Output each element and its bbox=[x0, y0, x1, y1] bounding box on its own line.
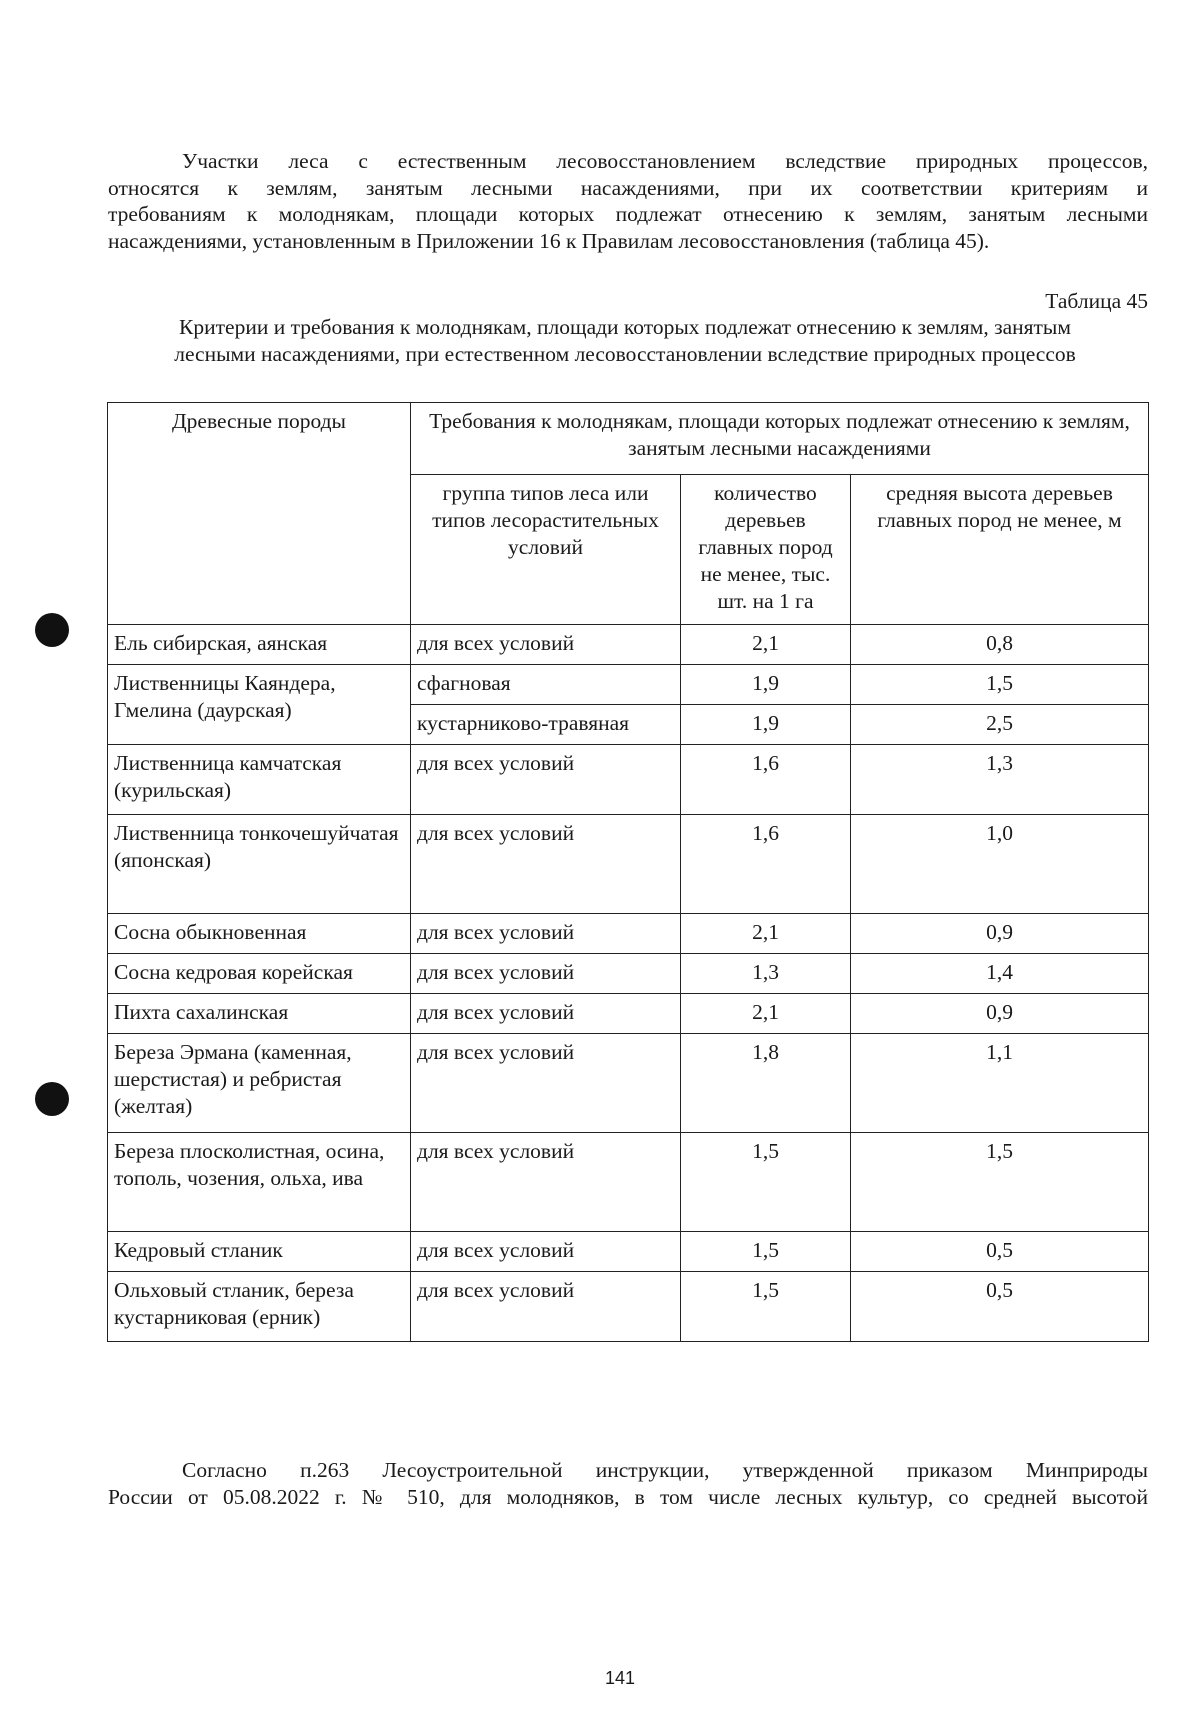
group-cell: для всех условий bbox=[411, 994, 681, 1034]
intro-line: насаждениями, установленным в Приложении 16 к Правилам лесовосстановления (таблица 45). bbox=[108, 228, 990, 253]
species-cell: Сосна обыкновенная bbox=[108, 914, 411, 954]
group-cell: для всех условий bbox=[411, 954, 681, 994]
table-row bbox=[108, 1232, 1149, 1272]
height-cell: 0,5 bbox=[851, 1232, 1149, 1272]
intro-line: требованиям к молоднякам, площади которых подлежат отнесению к землям, занятым лесными bbox=[108, 202, 1148, 226]
group-cell: для всех условий bbox=[411, 1232, 681, 1272]
table-header-row bbox=[108, 403, 1149, 475]
height-cell: 1,3 bbox=[851, 745, 1149, 815]
criteria-table bbox=[107, 402, 1149, 1342]
table-row bbox=[108, 665, 1149, 705]
count-cell: 1,5 bbox=[681, 1133, 851, 1232]
intro-paragraph bbox=[108, 148, 1148, 254]
count-cell: 2,1 bbox=[681, 914, 851, 954]
closing-line: России от 05.08.2022 г. № 510, для молодняков, в том числе лесных культур, со средней высотой bbox=[108, 1484, 1148, 1509]
intro-line: Участки леса с естественным лесовосстановлением вследствие природных процессов, bbox=[182, 149, 1148, 173]
count-cell: 1,9 bbox=[681, 665, 851, 705]
group-cell: для всех условий bbox=[411, 914, 681, 954]
closing-paragraph bbox=[108, 1457, 1148, 1510]
count-cell: 1,6 bbox=[681, 815, 851, 914]
count-cell: 2,1 bbox=[681, 994, 851, 1034]
table-row bbox=[108, 1133, 1149, 1232]
group-cell: для всех условий bbox=[411, 815, 681, 914]
punch-hole-mark bbox=[35, 1082, 69, 1116]
table-caption-line: лесными насаждениями, при естественном лесовосстановлении вследствие природных процессов bbox=[174, 342, 1076, 366]
height-cell: 1,5 bbox=[851, 1133, 1149, 1232]
height-cell: 1,4 bbox=[851, 954, 1149, 994]
species-cell: Кедровый стланик bbox=[108, 1232, 411, 1272]
species-cell: Береза плосколистная, осина, тополь, чозения, ольха, ива bbox=[108, 1133, 411, 1232]
group-cell: для всех условий bbox=[411, 745, 681, 815]
table-number-label: Таблица 45 bbox=[1045, 289, 1148, 313]
table-row bbox=[108, 745, 1149, 815]
count-cell: 1,6 bbox=[681, 745, 851, 815]
page-number: 141 bbox=[604, 1668, 636, 1688]
group-cell: кустарниково-травяная bbox=[411, 705, 681, 745]
table-row bbox=[108, 994, 1149, 1034]
closing-line: Согласно п.263 Лесоустроительной инструкции, утвержденной приказом Минприроды bbox=[182, 1458, 1148, 1482]
species-cell: Лиственницы Каяндера, Гмелина (даурская) bbox=[108, 665, 411, 745]
header-forest-group: группа типов леса или типов лесорастительных условий bbox=[411, 475, 681, 625]
intro-line: относятся к землям, занятым лесными насаждениями, при их соответствии критериям и bbox=[108, 175, 1148, 200]
species-cell: Пихта сахалинская bbox=[108, 994, 411, 1034]
group-cell: для всех условий bbox=[411, 1272, 681, 1342]
count-cell: 1,3 bbox=[681, 954, 851, 994]
species-cell: Лиственница тонкочешуйчатая (японская) bbox=[108, 815, 411, 914]
group-cell: для всех условий bbox=[411, 1133, 681, 1232]
count-cell: 1,5 bbox=[681, 1272, 851, 1342]
table-row bbox=[108, 1034, 1149, 1133]
table-row bbox=[108, 914, 1149, 954]
header-avg-height: средняя высота деревьев главных пород не менее, м bbox=[851, 475, 1149, 625]
table-row bbox=[108, 625, 1149, 665]
height-cell: 2,5 bbox=[851, 705, 1149, 745]
header-species: Древесные породы bbox=[108, 403, 411, 625]
height-cell: 1,1 bbox=[851, 1034, 1149, 1133]
species-cell: Ольховый стланик, береза кустарниковая (ерник) bbox=[108, 1272, 411, 1342]
table-row bbox=[108, 815, 1149, 914]
count-cell: 1,8 bbox=[681, 1034, 851, 1133]
count-cell: 1,5 bbox=[681, 1232, 851, 1272]
species-cell: Лиственница камчатская (курильская) bbox=[108, 745, 411, 815]
height-cell: 0,9 bbox=[851, 914, 1149, 954]
count-cell: 2,1 bbox=[681, 625, 851, 665]
group-cell: для всех условий bbox=[411, 1034, 681, 1133]
table-caption bbox=[100, 314, 1150, 368]
table-row bbox=[108, 954, 1149, 994]
height-cell: 0,5 bbox=[851, 1272, 1149, 1342]
height-cell: 0,9 bbox=[851, 994, 1149, 1034]
table-row bbox=[108, 1272, 1149, 1342]
species-cell: Сосна кедровая корейская bbox=[108, 954, 411, 994]
height-cell: 1,5 bbox=[851, 665, 1149, 705]
species-cell: Ель сибирская, аянская bbox=[108, 625, 411, 665]
header-requirements: Требования к молоднякам, площади которых подлежат отнесению к землям, занятым лесными насаждениями bbox=[411, 403, 1149, 475]
header-tree-count: количество деревьев главных пород не менее, тыс. шт. на 1 га bbox=[681, 475, 851, 625]
group-cell: сфагновая bbox=[411, 665, 681, 705]
group-cell: для всех условий bbox=[411, 625, 681, 665]
height-cell: 0,8 bbox=[851, 625, 1149, 665]
count-cell: 1,9 bbox=[681, 705, 851, 745]
species-cell: Береза Эрмана (каменная, шерстистая) и ребристая (желтая) bbox=[108, 1034, 411, 1133]
table-caption-line: Критерии и требования к молоднякам, площади которых подлежат отнесению к землям, занятым bbox=[179, 315, 1071, 339]
punch-hole-mark bbox=[35, 613, 69, 647]
height-cell: 1,0 bbox=[851, 815, 1149, 914]
